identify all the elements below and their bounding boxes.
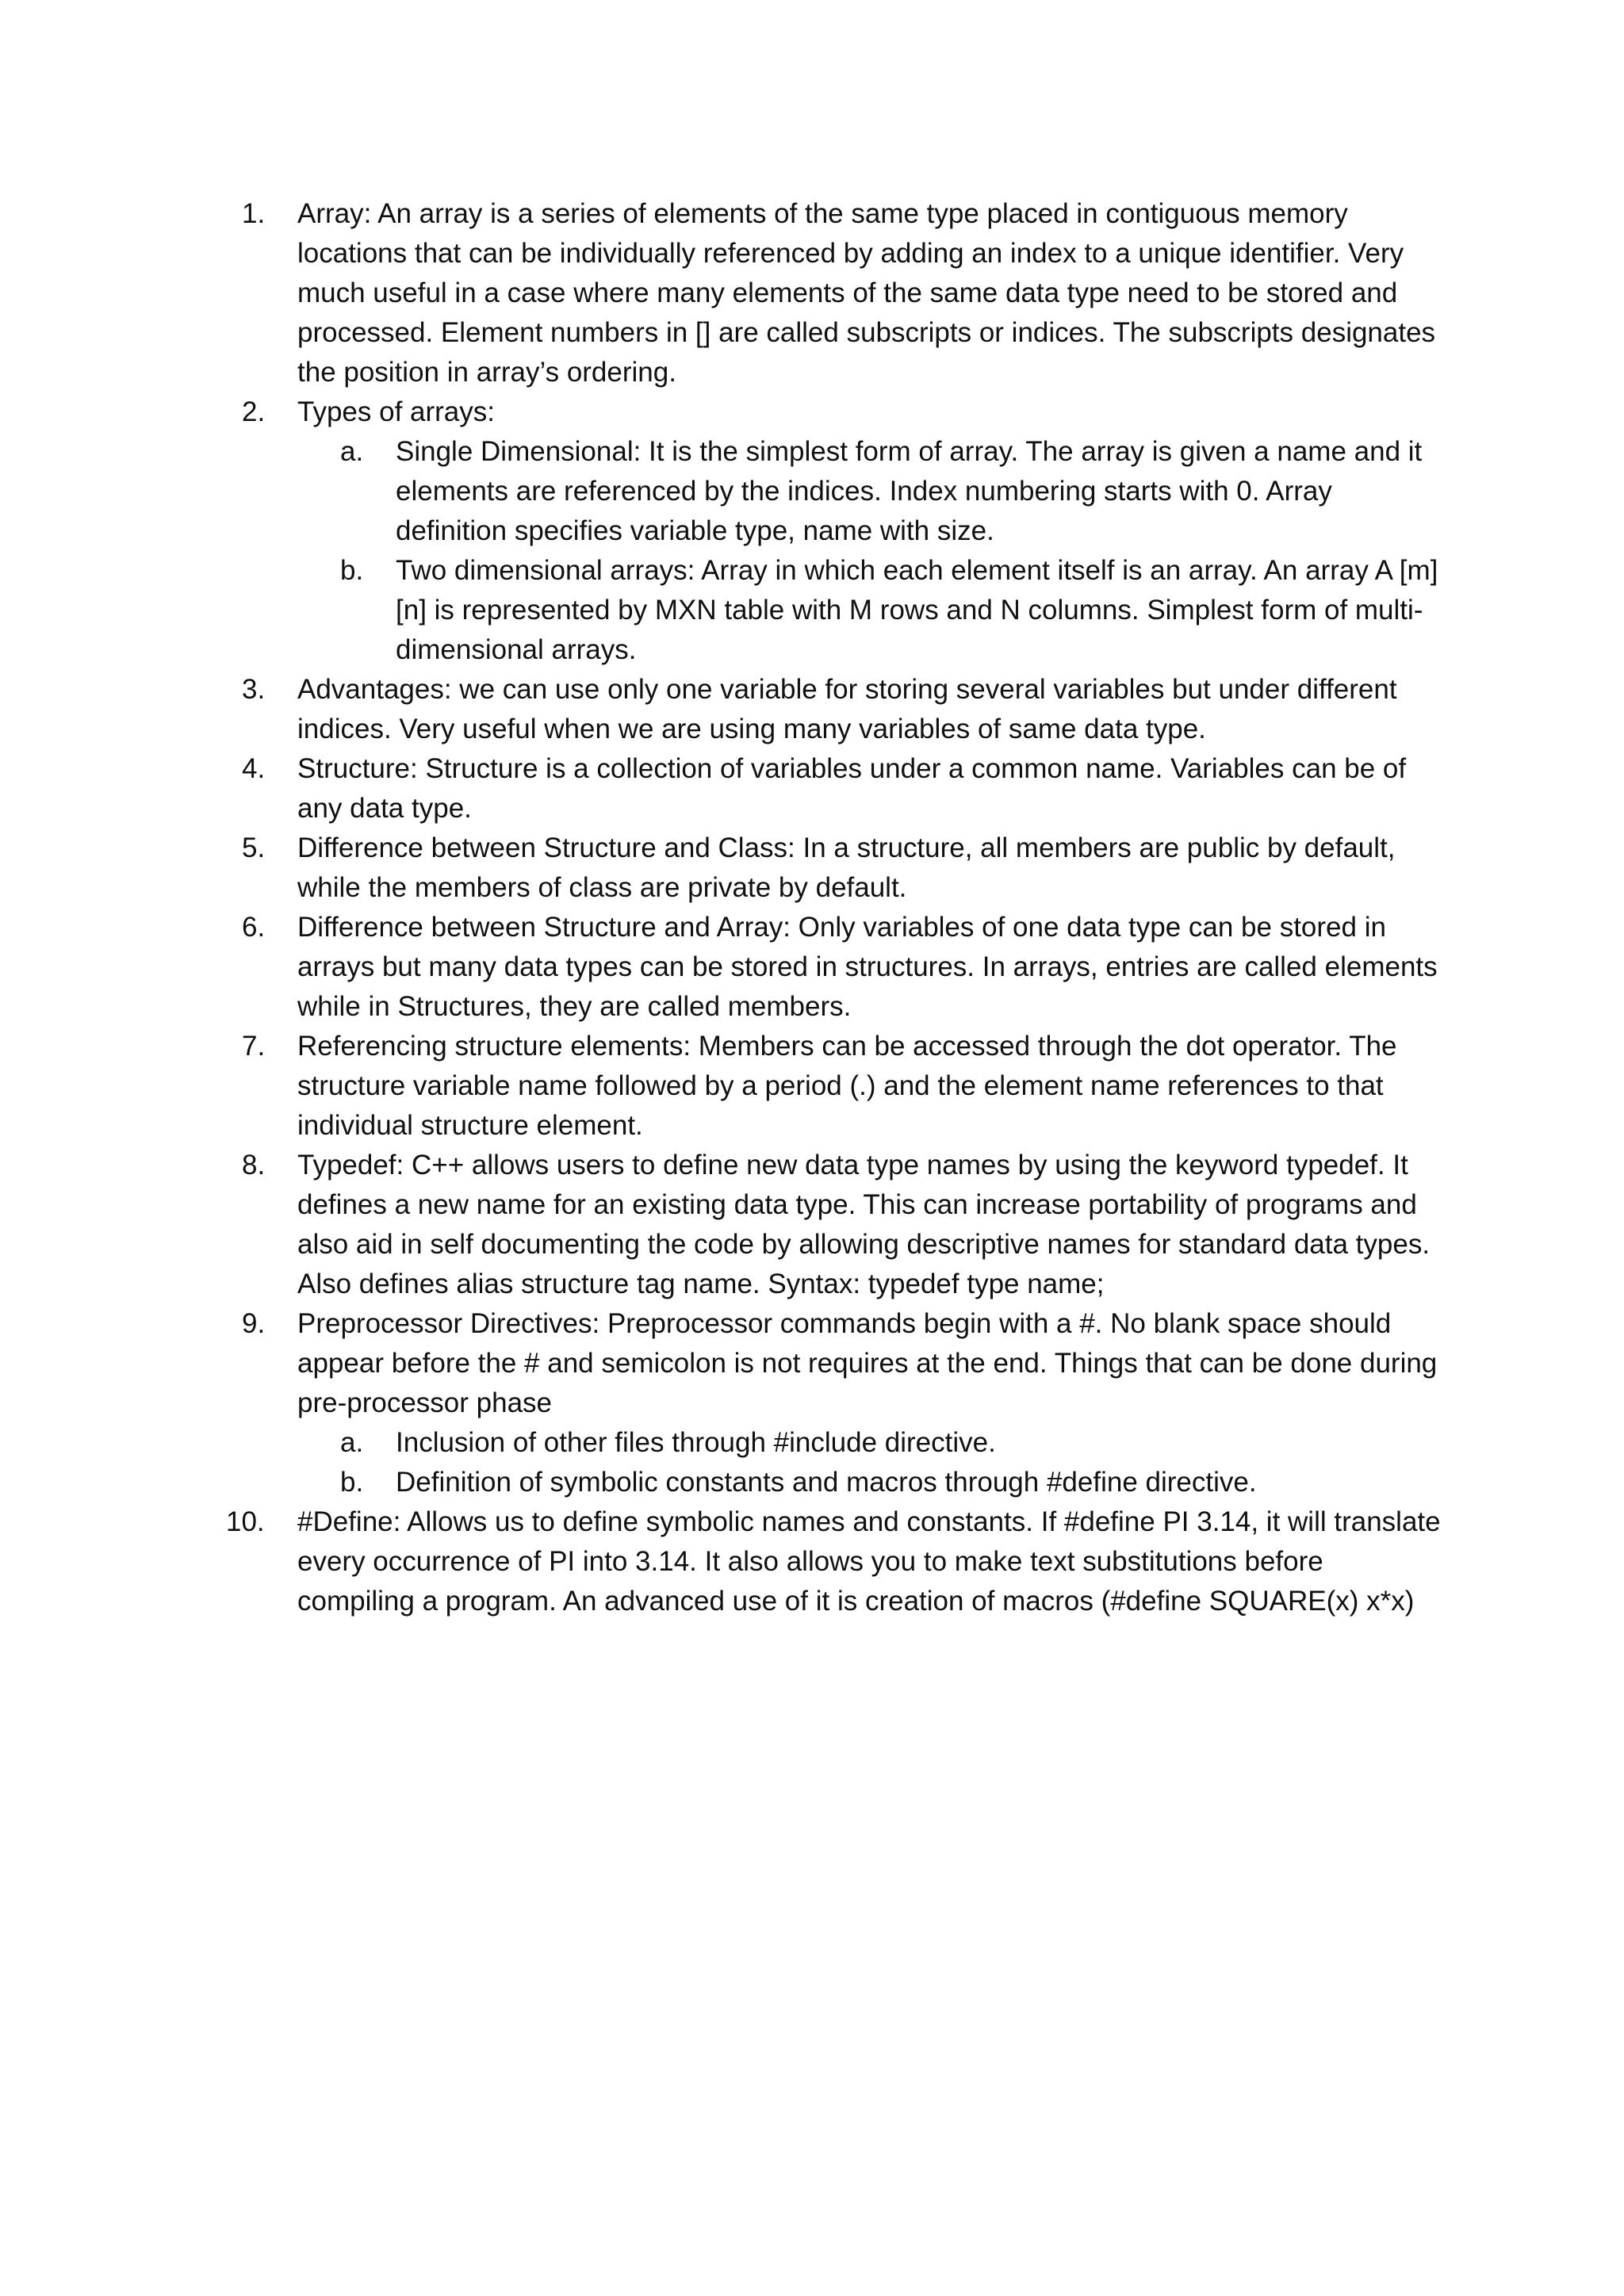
list-item-text: Structure: Structure is a collection of variables under a common name. Variables can be of any data type. xyxy=(297,753,1407,824)
list-item-number: 7. xyxy=(242,1031,266,1062)
list-item-text: Difference between Structure and Array: Only variables of one data type can be stored in arrays but many data types can be stored in structures. In arrays, entries are called elements while in Structures, they are called members. xyxy=(297,912,1438,1022)
sub-list-item-text: Inclusion of other files through #include directive. xyxy=(396,1427,996,1458)
sub-list-item xyxy=(242,1423,1447,1463)
list-item xyxy=(242,194,1447,392)
list-item-text: Difference between Structure and Class: In a structure, all members are public by default, while the members of class are private by default. xyxy=(297,832,1396,903)
list-item xyxy=(242,670,1447,749)
list-item-number: 2. xyxy=(242,396,266,427)
list-item-text: Referencing structure elements: Members can be accessed through the dot operator. The structure variable name followed by a period (.) and the element name references to that individual structure element. xyxy=(297,1031,1397,1141)
sub-list-item-text: Definition of symbolic constants and macros through #define directive. xyxy=(396,1467,1257,1498)
list-item-number: 3. xyxy=(242,674,266,705)
list-item-number: 6. xyxy=(242,912,266,943)
list-item xyxy=(242,392,1447,670)
list-item xyxy=(226,1502,1447,1621)
list-item-number: 9. xyxy=(242,1308,266,1339)
sub-list-item-text: Two dimensional arrays: Array in which each element itself is an array. An array A [m] [n] is represented by MXN table with M rows and N columns. Simplest form of multi-dimensional arrays. xyxy=(396,555,1438,665)
sub-list-item-text: Single Dimensional: It is the simplest form of array. The array is given a name and it elements are referenced by the indices. Index numbering starts with 0. Array definition specifies variable type, name with size. xyxy=(396,436,1423,546)
numbered-list xyxy=(226,194,1447,1621)
list-item xyxy=(242,908,1447,1027)
sub-list-item xyxy=(242,551,1447,670)
list-item xyxy=(242,828,1447,908)
sub-list-item-letter: a. xyxy=(340,1427,364,1458)
list-item-text: Array: An array is a series of elements of the same type placed in contiguous memory locations that can be individually referenced by adding an index to a unique identifier. Very much useful in a case where many elements of the same data type need to be stored and processed. Element numbers in [] are called subscripts or indices. The subscripts designates the position in array’s ordering. xyxy=(297,198,1436,388)
list-item xyxy=(242,1027,1447,1146)
list-item-number: 10. xyxy=(226,1506,265,1537)
list-item-number: 4. xyxy=(242,753,266,784)
list-item-text: Advantages: we can use only one variable for storing several variables but under different indices. Very useful when we are using many variables of same data type. xyxy=(297,674,1397,744)
list-item xyxy=(242,749,1447,828)
list-item xyxy=(242,1146,1447,1304)
sub-list-item xyxy=(242,432,1447,551)
list-item-text: #Define: Allows us to define symbolic names and constants. If #define PI 3.14, it will translate every occurrence of PI into 3.14. It also allows you to make text substitutions before compiling a program. An advanced use of it is creation of macros (#define SQUARE(x) x*x) xyxy=(297,1506,1441,1617)
sub-list-item-letter: a. xyxy=(340,436,364,467)
list-item-number: 8. xyxy=(242,1150,266,1181)
list-item-text: Types of arrays: xyxy=(297,396,495,427)
sub-list-item xyxy=(242,1463,1447,1502)
list-item-number: 5. xyxy=(242,832,266,863)
sub-list-item-letter: b. xyxy=(340,1467,364,1498)
list-item xyxy=(242,1304,1447,1502)
list-item-number: 1. xyxy=(242,198,266,229)
list-item-text: Typedef: C++ allows users to define new data type names by using the keyword typedef. It defines a new name for an existing data type. This can increase portability of programs and also aid in self documenting the code by allowing descriptive names for standard data types. Also defines alias structure tag name. Syntax: typedef type name; xyxy=(297,1150,1431,1299)
sub-list-item-letter: b. xyxy=(340,555,364,586)
list-item-text: Preprocessor Directives: Preprocessor commands begin with a #. No blank space should appear before the # and semicolon is not requires at the end. Things that can be done during pre-processor phase xyxy=(297,1308,1438,1418)
